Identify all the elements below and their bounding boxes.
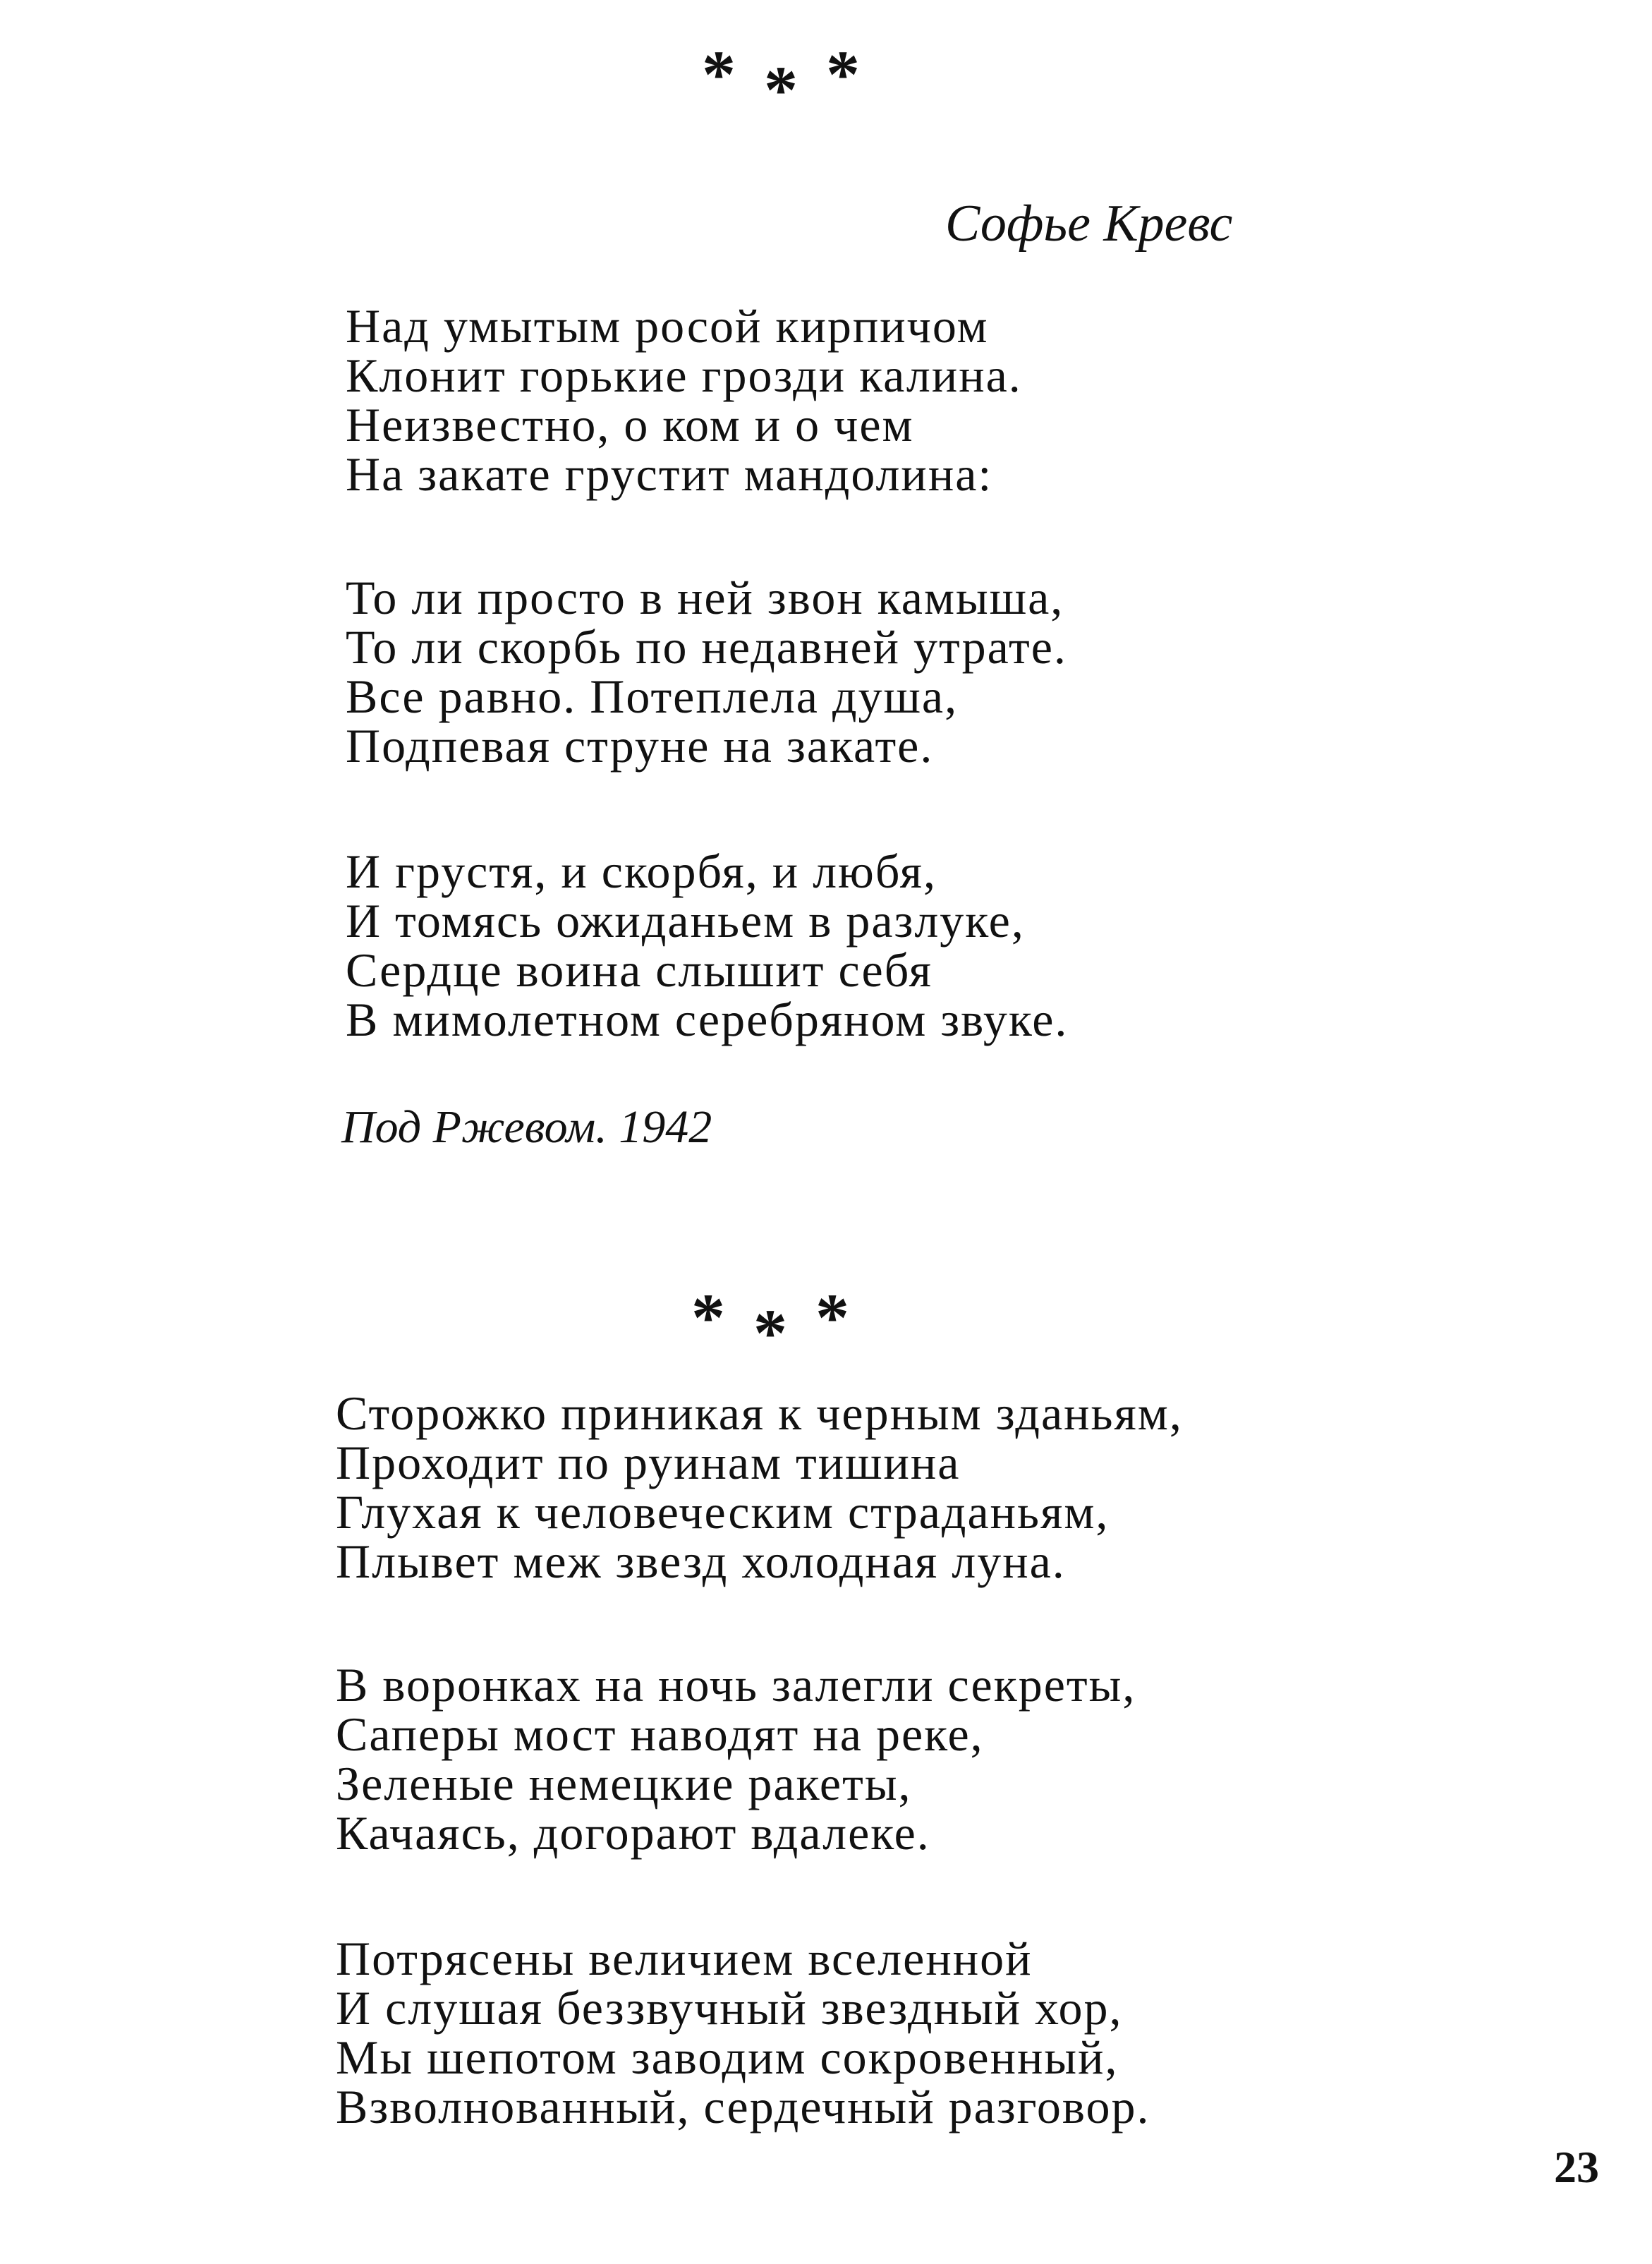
poem-line: Неизвестно, о ком и о чем — [346, 398, 914, 452]
poem-line: И грустя, и скорбя, и любя, — [346, 845, 937, 898]
poem-line: Мы шепотом заводим сокровенный, — [336, 2030, 1119, 2084]
poem1-separator — [702, 37, 888, 128]
poem-line: На закате грустит мандолина: — [346, 447, 993, 501]
poem-line: Подпевая струне на закате. — [346, 719, 934, 773]
poem1-stanza-2 — [346, 571, 1067, 773]
poem-line: Проходит по руинам тишина — [336, 1436, 961, 1489]
separator-star: * — [753, 1295, 815, 1371]
poem-line: То ли скорбь по недавней утрате. — [346, 620, 1067, 674]
poem2-stanza-3 — [336, 1934, 1150, 2131]
poem-line: В воронках на ночь залегли секреты, — [336, 1658, 1136, 1712]
poem2-stanza-1 — [336, 1388, 1183, 1586]
separator-star: * — [815, 1280, 877, 1355]
page-number: 23 — [1554, 2142, 1599, 2192]
poem-line: Сердце воина слышит себя — [346, 943, 933, 997]
poem-line: И слушая беззвучный звездный хор, — [336, 1981, 1123, 2035]
separator-star: * — [702, 37, 764, 112]
poem1-place-date: Под Ржевом. 1942 — [341, 1101, 712, 1153]
poem-line: Саперы мост наводят на реке, — [336, 1707, 984, 1761]
separator-star: * — [826, 37, 888, 112]
poem1-stanza-1 — [346, 301, 1022, 499]
poem1-dedication: Софье Кревс — [945, 195, 1233, 253]
poem2-stanza-2 — [336, 1660, 1136, 1858]
poem-line: Сторожко приникая к черным зданьям, — [336, 1386, 1183, 1440]
poem-line: Плывет меж звезд холодная луна. — [336, 1534, 1066, 1588]
separator-star: * — [691, 1280, 753, 1355]
poem-line: В мимолетном серебряном звуке. — [346, 993, 1069, 1046]
poem2-separator — [691, 1280, 877, 1371]
poem-line: Над умытым росой кирпичом — [346, 299, 989, 353]
poem-line: Взволнованный, сердечный разговор. — [336, 2080, 1150, 2133]
poem-line: Качаясь, догорают вдалеке. — [336, 1806, 930, 1860]
poem-line: Клонит горькие грозди калина. — [346, 349, 1022, 402]
poem-line: Глухая к человеческим страданьям, — [336, 1485, 1110, 1539]
poem-line: Потрясены величием вселенной — [336, 1932, 1033, 1985]
poem-line: Все равно. Потеплела душа, — [346, 670, 959, 723]
poem-line: То ли просто в ней звон камыша, — [346, 571, 1064, 624]
poem-line: И томясь ожиданьем в разлуке, — [346, 894, 1025, 948]
poem-line: Зеленые немецкие ракеты, — [336, 1757, 912, 1810]
poem1-stanza-3 — [346, 847, 1068, 1044]
separator-star: * — [764, 52, 826, 128]
